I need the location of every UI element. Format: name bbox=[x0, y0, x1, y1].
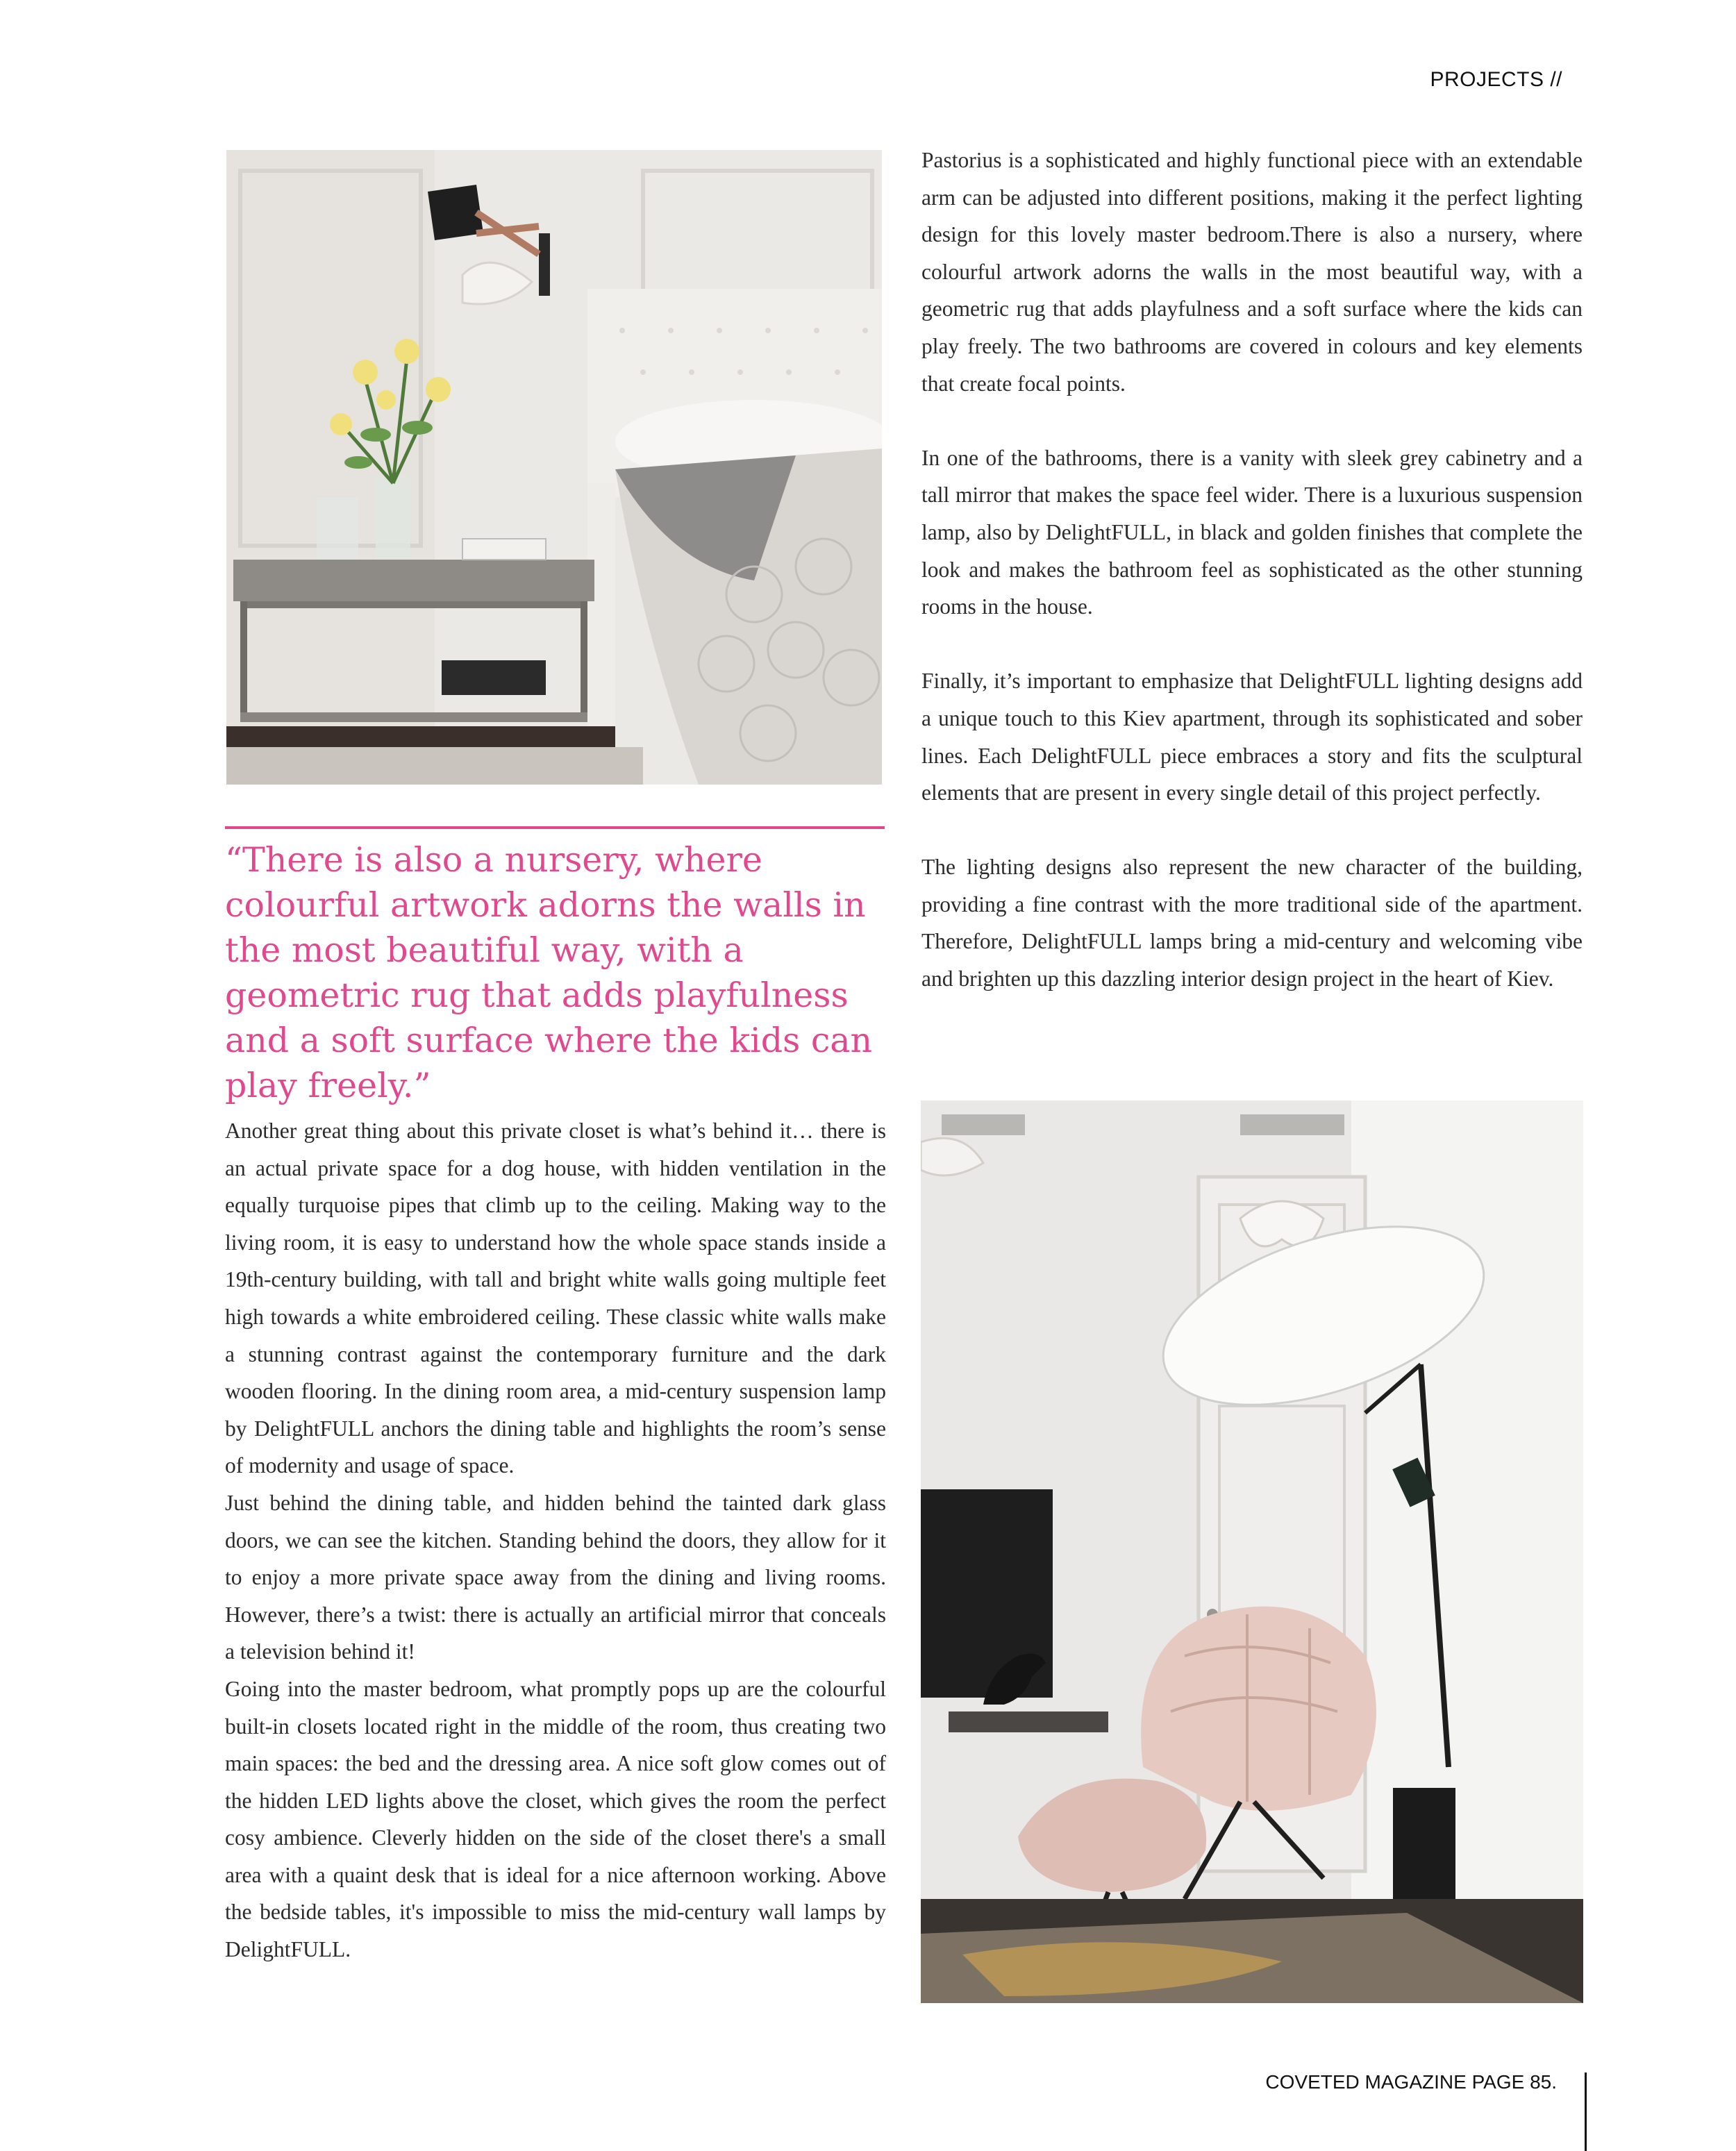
body-paragraph: The lighting designs also represent the new character of the building, providing a fine contrast with the more traditional side of the apartment. Therefore, DelightFULL lamps bring a mid-century and welcoming vibe and brighten up this dazzling interior design project in the heart of Kiev. bbox=[921, 855, 1583, 991]
section-header: PROJECTS // bbox=[1430, 68, 1562, 91]
living-room-photo bbox=[921, 1100, 1583, 2003]
body-paragraph: Pastorius is a sophisticated and highly functional piece with an extendable arm can be adjusted into different positions, making it the perfect lighting design for this lovely master bedroom.There is also a nursery, where colourful artwork adorns the walls in the most beautiful way, with a geometric rug that adds playfulness and a soft surface where the kids can play freely. The two bathrooms are covered in colours and key elements that create focal points. bbox=[921, 148, 1583, 396]
body-paragraph: Finally, it’s important to emphasize that DelightFULL lighting designs add a unique touch to this Kiev apartment, through its sophisticated and sober lines. Each DelightFULL piece embraces a story and fits the sculptural elements that are present in every single detail of this project perfectly. bbox=[921, 669, 1583, 805]
bedroom-illustration bbox=[226, 150, 882, 785]
body-paragraph: Going into the master bedroom, what promptly pops up are the colourful built-in closets located right in the middle of the room, thus creating two main spaces: the bed and the dressing area. A nice soft glow comes out of the hidden LED lights above the closet, which gives the room the perfect cosy ambience. Cleverly hidden on the side of the closet there's a small area with a quaint desk that is ideal for a nice afternoon working. Above the bedside tables, it's impossible to miss the mid-century wall lamps by DelightFULL. bbox=[225, 1676, 886, 1962]
body-paragraph: In one of the bathrooms, there is a vanity with sleek grey cabinetry and a tall mirror that makes the space feel wider. There is a luxurious suspension lamp, also by DelightFULL, in black and golden finishes that complete the look and makes the bathroom feel as sophisticated as the other stunning rooms in the house. bbox=[921, 445, 1583, 619]
left-column-text bbox=[225, 1112, 886, 1968]
body-paragraph: Just behind the dining table, and hidden behind the tainted dark glass doors, we can see the kitchen. Standing behind the doors, they allow for it to enjoy a more private space away from the dining and living rooms. However, there’s a twist: there is actually an artificial mirror that conceals a television behind it! bbox=[225, 1490, 886, 1664]
bedroom-photo bbox=[226, 150, 882, 785]
body-paragraph: Another great thing about this private closet is what’s behind it… there is an actual private space for a dog house, with hidden ventilation in the equally turquoise pipes that climb up to the ceiling. Making way to the living room, it is easy to understand how the whole space stands inside a 19th-century building, with tall and bright white walls going multiple feet high towards a white embroidered ceiling. These classic white walls make a stunning contrast against the contemporary furniture and the dark wooden flooring. In the dining room area, a mid-century suspension lamp by DelightFULL anchors the dining table and highlights the room’s sense of modernity and usage of space. bbox=[225, 1119, 886, 1478]
living-room-illustration bbox=[921, 1100, 1583, 2003]
pull-quote: “There is also a nursery, where colourful artwork adorns the walls in the most beautiful way, with a geometric rug that adds playfulness and a soft surface where the kids can play freely.” bbox=[225, 826, 885, 1108]
footer-page-label: COVETED MAGAZINE PAGE 85. bbox=[1265, 2071, 1557, 2093]
right-column-text bbox=[921, 142, 1583, 998]
footer-divider bbox=[1585, 2073, 1587, 2151]
